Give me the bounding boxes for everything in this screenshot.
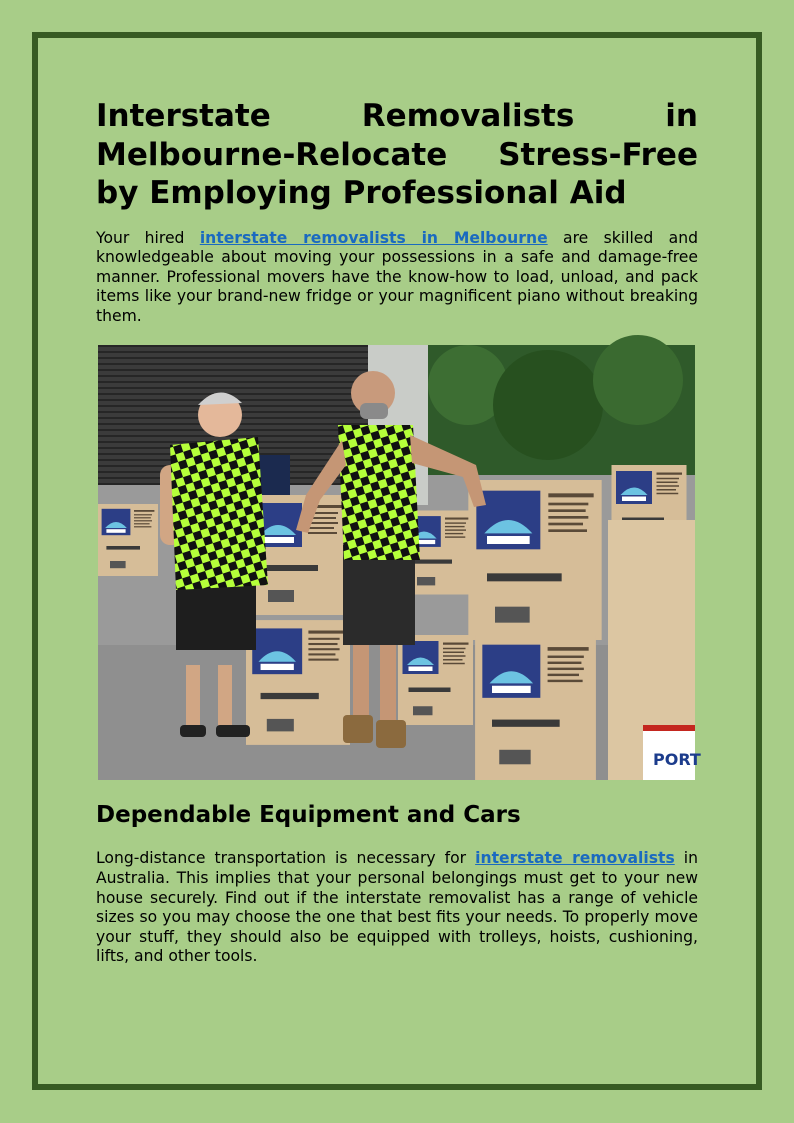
equipment-paragraph: [96, 849, 698, 967]
equipment-text-before: Long-distance transportation is necessary for: [96, 849, 476, 868]
interstate-removalists-melbourne-link[interactable]: interstate removalists in Melbourne: [199, 228, 548, 247]
vehicle-label: PORT: [653, 750, 701, 770]
intro-paragraph: [96, 229, 698, 327]
movers-photo: [98, 345, 701, 780]
page-title: Interstate Removalists in Melbourne-Relocate Stress-Free by Employing Professional Aid: [96, 98, 698, 211]
intro-text-before: Your hired: [96, 228, 200, 247]
section-heading-equipment: Dependable Equipment and Cars: [96, 802, 521, 829]
equipment-text-after: in Australia. This implies that your personal belongings must get to your new house securely. Find out if the interstate removalist has a range of vehicle sizes so you may choose the one that best fits your needs. To properly move your stuff, they should also be equipped with trolleys, hoists, cushioning, lifts, and other tools.: [96, 849, 698, 966]
interstate-removalists-link[interactable]: interstate removalists: [475, 849, 675, 868]
article: [96, 97, 701, 967]
intro-text-after: are skilled and knowledgeable about moving your possessions in a safe and damage-free manner. Professional movers have the know-how to load, unload, and pack items like your brand-new fridge or your magnificent piano without breaking them.: [96, 228, 698, 325]
